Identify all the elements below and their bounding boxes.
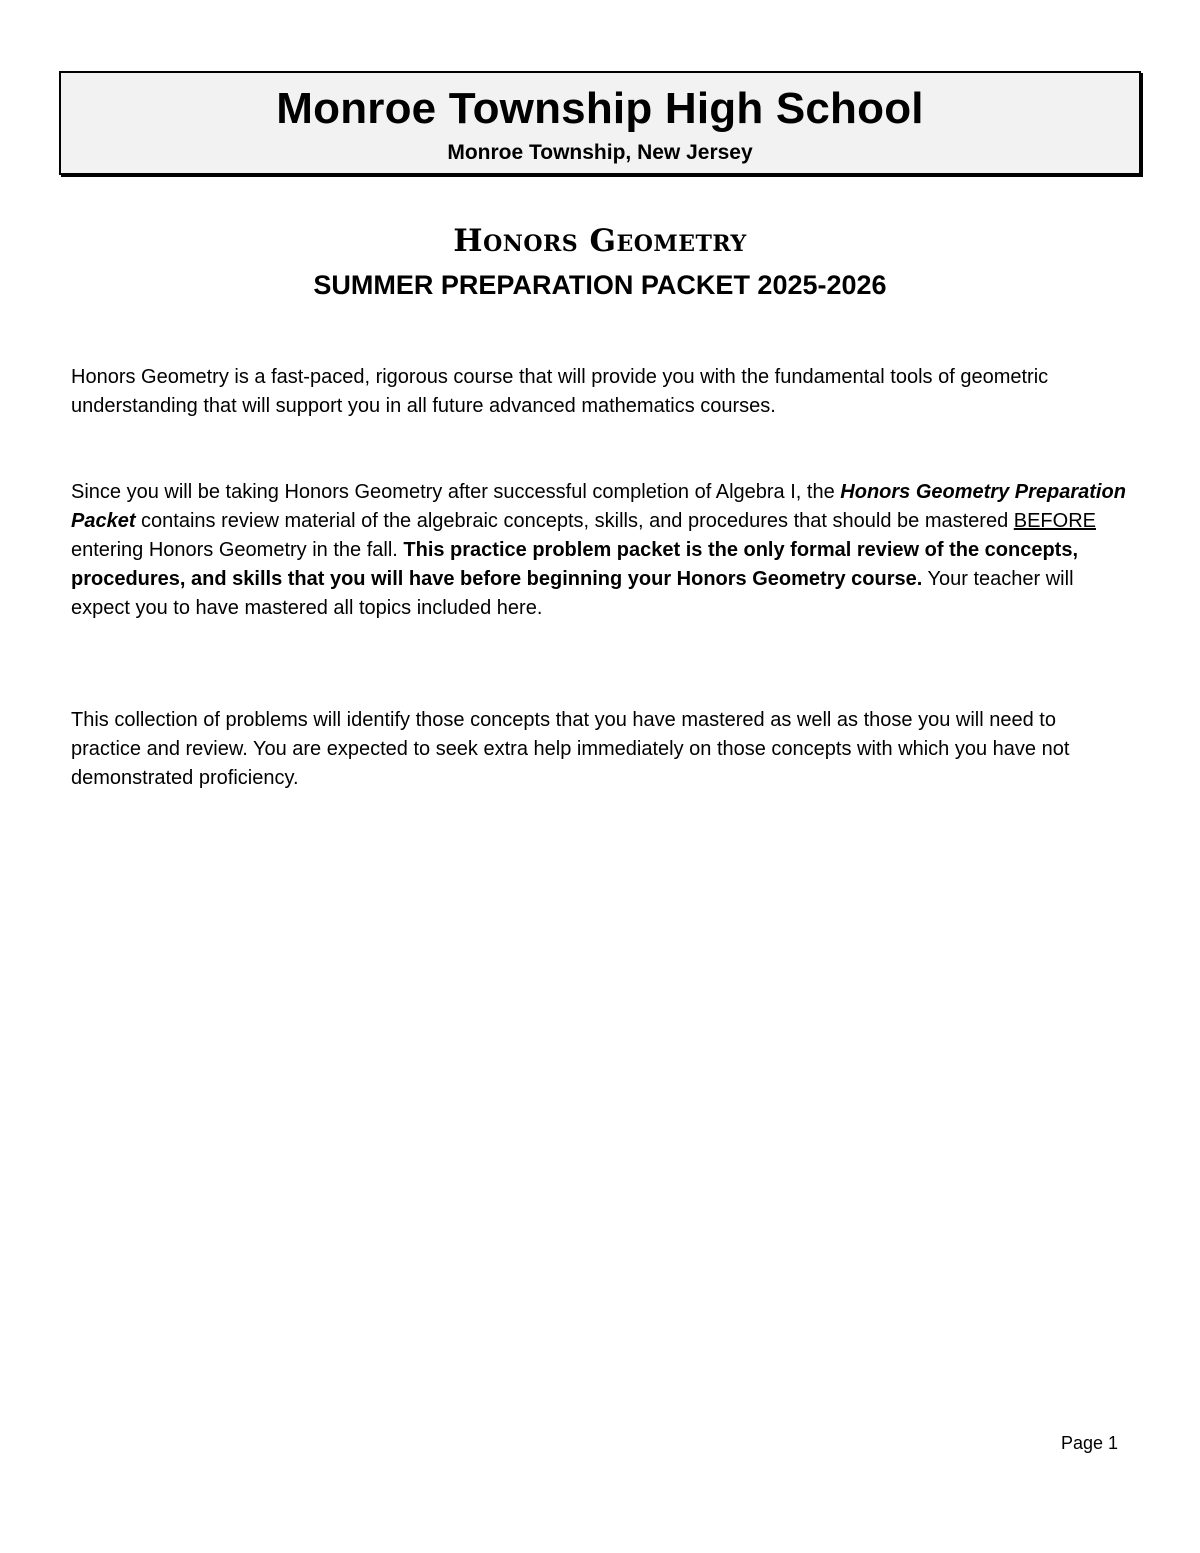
school-location: Monroe Township, New Jersey [447, 141, 753, 164]
p2-text-2: contains review material of the algebraic concepts, skills, and procedures that should be mastered [135, 510, 1014, 532]
page-number: Page 1 [1060, 1433, 1118, 1453]
packet-description-paragraph [71, 478, 1131, 623]
formal-review-statement: This practice problem packet is the only formal review of the concepts, procedures, and skills that you will have before beginning your Honors Geometry course. [71, 539, 1079, 590]
school-header-box [59, 71, 1141, 175]
before-emphasis: BEFORE [1013, 510, 1096, 532]
school-name: Monroe Township High School [276, 84, 924, 133]
course-title: Honors Geometry [453, 223, 747, 259]
p2-text-1: Since you will be taking Honors Geometry after successful completion of Algebra I, the [71, 481, 841, 503]
intro-paragraph: Honors Geometry is a fast-paced, rigorous course that will provide you with the fundamental tools of geometric understanding that will support you in all future advanced mathematics courses. [71, 366, 1049, 417]
problems-paragraph: This collection of problems will identify those concepts that you have mastered as well as those you will need to practice and review. You are expected to seek extra help immediately on those concepts with which you have not demonstrated proficiency. [71, 709, 1070, 789]
p2-text-3: entering Honors Geometry in the fall. [71, 539, 404, 561]
packet-title: SUMMER PREPARATION PACKET 2025-2026 [313, 270, 887, 300]
packet-name: Honors Geometry Preparation Packet [71, 481, 1126, 532]
p2-text-4: Your teacher will expect you to have mastered all topics included here. [71, 568, 1074, 619]
